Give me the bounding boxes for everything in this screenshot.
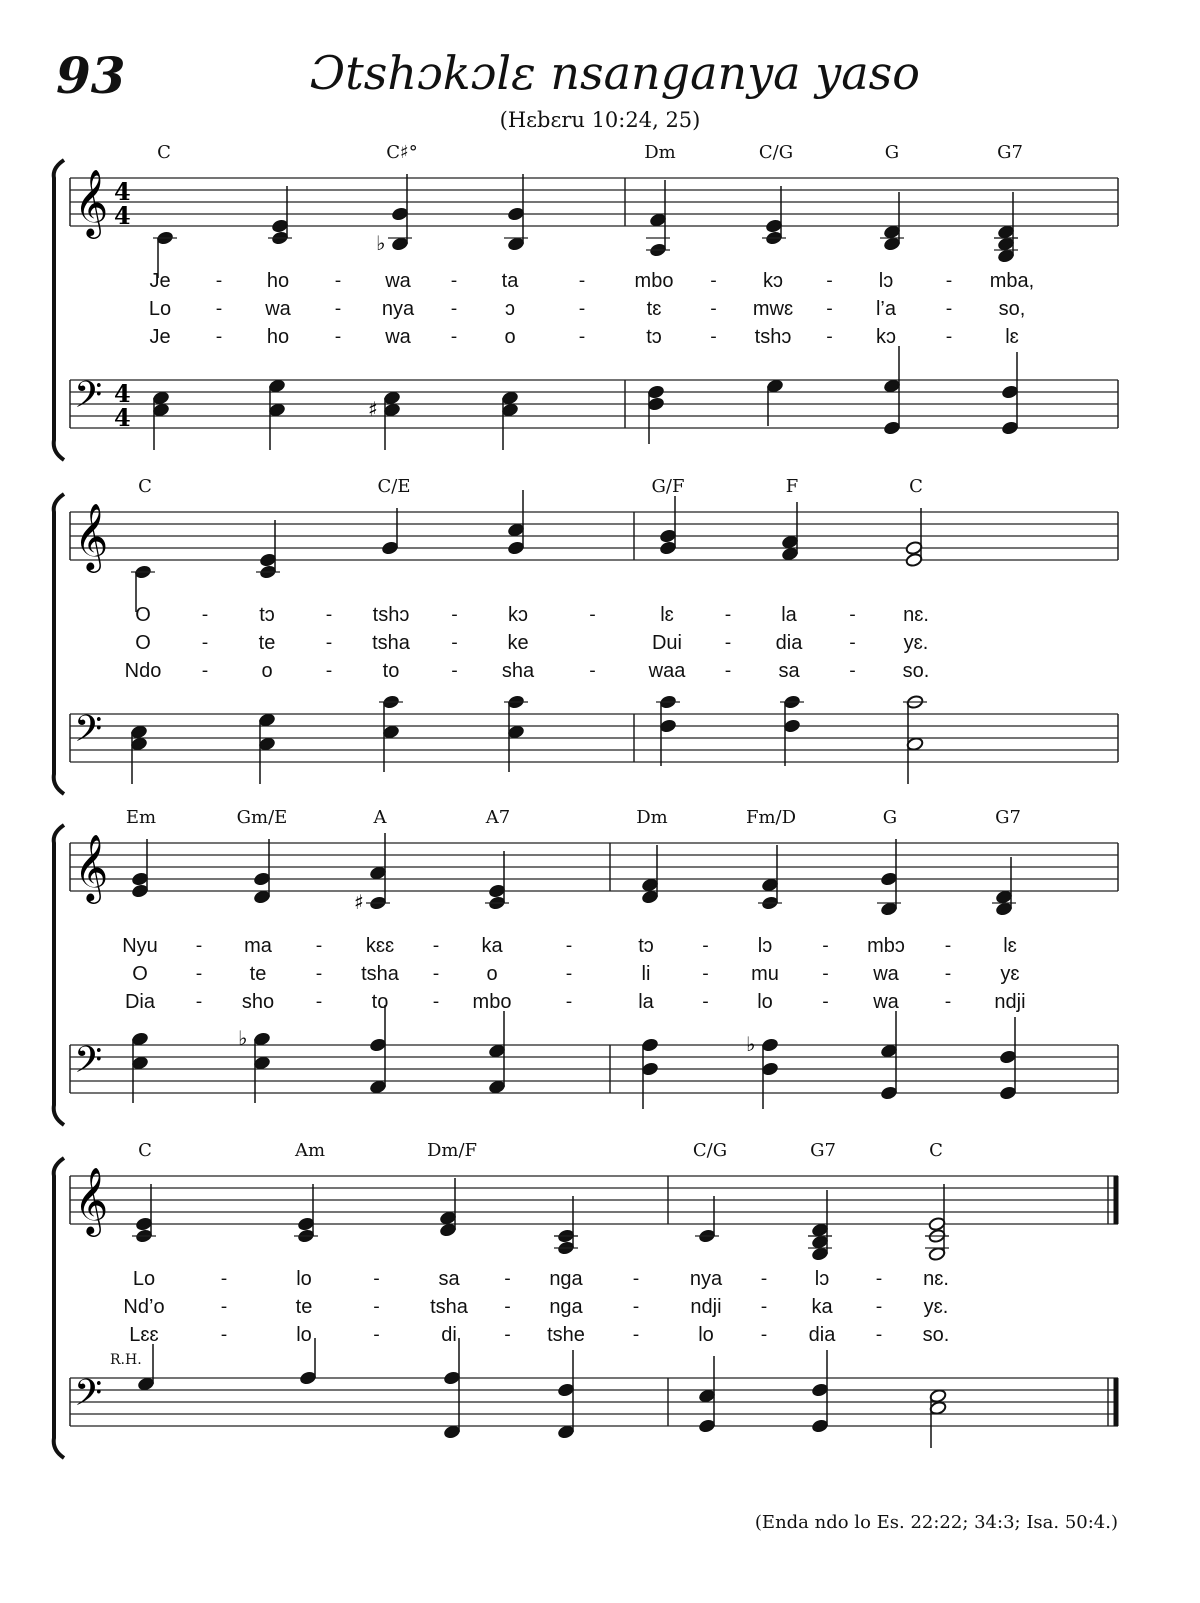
lyric-hyphen: - bbox=[826, 298, 833, 319]
lyric-syllable: lo bbox=[296, 1268, 312, 1290]
lyric-hyphen: - bbox=[945, 298, 953, 319]
lyric-syllable: Dui bbox=[651, 632, 683, 654]
lyric-syllable: so, bbox=[998, 298, 1026, 320]
lyric-syllable: o bbox=[504, 326, 516, 348]
chord-symbol: C bbox=[138, 476, 152, 497]
lyric-syllable: nɛ. bbox=[923, 1268, 949, 1290]
lyric-syllable: nya bbox=[689, 1268, 723, 1290]
chord-symbol: C♯° bbox=[386, 142, 418, 163]
lyric-hyphen: - bbox=[373, 1324, 380, 1345]
system-bracket bbox=[54, 1158, 64, 1458]
lyric-hyphen: - bbox=[334, 298, 342, 319]
lyric-hyphen: - bbox=[822, 935, 829, 956]
note-head bbox=[439, 1211, 457, 1226]
note-head bbox=[297, 1217, 315, 1232]
lyric-syllable: O bbox=[135, 632, 151, 654]
lyric-syllable: yɛ. bbox=[903, 632, 929, 654]
treble-clef-icon: 𝄞 bbox=[74, 502, 109, 570]
lyric-hyphen: - bbox=[822, 991, 829, 1012]
lyric-syllable: tsha bbox=[361, 963, 399, 985]
lyric-syllable: sha bbox=[501, 660, 535, 682]
note-head bbox=[811, 1235, 829, 1250]
lyric-hyphen: - bbox=[432, 963, 440, 984]
lyric-hyphen: - bbox=[702, 963, 709, 984]
note-head bbox=[299, 1371, 317, 1386]
scripture-reference: (Hɛbɛru 10:24, 25) bbox=[499, 108, 701, 132]
lyric-syllable: nya bbox=[381, 298, 415, 320]
lyric-syllable: yɛ. bbox=[923, 1296, 949, 1318]
lyric-hyphen: - bbox=[195, 935, 203, 956]
lyric-hyphen: - bbox=[565, 991, 573, 1012]
lyric-syllable: so. bbox=[902, 660, 930, 682]
sharp-icon: ♯ bbox=[368, 397, 378, 421]
lyric-hyphen: - bbox=[849, 632, 856, 653]
lyric-syllable: to bbox=[382, 660, 400, 682]
lyric-hyphen: - bbox=[760, 1324, 768, 1345]
lyric-hyphen: - bbox=[944, 991, 952, 1012]
lyric-syllable: so. bbox=[922, 1324, 950, 1346]
lyric-hyphen: - bbox=[826, 270, 833, 291]
bass-clef-icon: 𝄢 bbox=[74, 1372, 103, 1423]
chord-symbol: C/E bbox=[377, 476, 411, 497]
lyric-hyphen: - bbox=[826, 326, 833, 347]
lyric-syllable: mwɛ bbox=[752, 298, 794, 320]
lyric-syllable: te bbox=[258, 632, 276, 654]
chord-symbol: C bbox=[929, 1140, 943, 1161]
treble-clef-icon: 𝄞 bbox=[74, 168, 109, 236]
note-head bbox=[928, 1247, 946, 1262]
lyric-syllable: kɔ bbox=[876, 326, 896, 348]
note-head bbox=[443, 1425, 461, 1440]
lyric-hyphen: - bbox=[201, 660, 209, 681]
lyric-syllable: kɛɛ bbox=[365, 935, 395, 957]
lyric-syllable: lɔ bbox=[757, 935, 773, 957]
lyric-syllable: wa bbox=[873, 991, 899, 1013]
lyric-syllable: li bbox=[641, 963, 651, 985]
lyric-hyphen: - bbox=[450, 298, 458, 319]
lyric-syllable: dia bbox=[775, 632, 803, 654]
time-signature-bottom: 4 bbox=[114, 403, 131, 432]
chord-symbol: Am bbox=[294, 1140, 326, 1161]
chord-symbol: G7 bbox=[810, 1140, 836, 1161]
lyric-hyphen: - bbox=[589, 660, 596, 681]
lyric-syllable: Nd’o bbox=[123, 1296, 165, 1318]
lyric-syllable: mbɔ bbox=[867, 935, 905, 957]
chord-symbol: Dm bbox=[636, 807, 668, 828]
lyric-hyphen: - bbox=[710, 326, 717, 347]
lyric-syllable: ka bbox=[481, 935, 503, 957]
chord-symbol: G7 bbox=[997, 142, 1023, 163]
lyric-hyphen: - bbox=[702, 991, 709, 1012]
note-head bbox=[811, 1247, 829, 1262]
lyric-hyphen: - bbox=[451, 660, 458, 681]
lyric-hyphen: - bbox=[215, 270, 223, 291]
lyric-syllable: dia bbox=[808, 1324, 836, 1346]
lyric-hyphen: - bbox=[315, 991, 323, 1012]
lyric-syllable: ho bbox=[266, 326, 290, 348]
lyric-syllable: wa bbox=[873, 963, 899, 985]
lyric-hyphen: - bbox=[195, 963, 203, 984]
lyric-syllable: la bbox=[638, 991, 654, 1013]
lyric-hyphen: - bbox=[504, 1324, 511, 1345]
lyric-hyphen: - bbox=[215, 298, 223, 319]
treble-clef-icon: 𝄞 bbox=[74, 833, 109, 901]
bass-clef-icon: 𝄢 bbox=[74, 1039, 103, 1090]
lyric-syllable: ta bbox=[501, 270, 519, 292]
lyric-hyphen: - bbox=[849, 604, 856, 625]
lyric-hyphen: - bbox=[215, 326, 223, 347]
lyric-hyphen: - bbox=[724, 632, 732, 653]
note-head bbox=[811, 1419, 829, 1434]
treble-clef-icon: 𝄞 bbox=[74, 1166, 109, 1234]
lyric-hyphen: - bbox=[578, 298, 586, 319]
lyric-hyphen: - bbox=[944, 935, 952, 956]
lyric-syllable: lɛ bbox=[660, 604, 674, 626]
lyric-syllable: lɔ bbox=[814, 1268, 830, 1290]
lyric-hyphen: - bbox=[565, 935, 573, 956]
chord-symbol: C bbox=[138, 1140, 152, 1161]
chord-symbol: C/G bbox=[692, 1140, 728, 1161]
lyric-syllable: Lo bbox=[148, 298, 172, 320]
lyric-syllable: o bbox=[486, 963, 498, 985]
lyric-syllable: nga bbox=[549, 1296, 583, 1318]
lyric-hyphen: - bbox=[201, 632, 209, 653]
lyric-hyphen: - bbox=[945, 326, 953, 347]
lyric-syllable: ndji bbox=[994, 991, 1026, 1013]
lyric-hyphen: - bbox=[325, 604, 333, 625]
lyric-hyphen: - bbox=[432, 935, 440, 956]
chord-symbol: Dm/F bbox=[426, 1140, 478, 1161]
lyric-hyphen: - bbox=[450, 326, 458, 347]
lyric-syllable: tsha bbox=[372, 632, 410, 654]
lyric-syllable: ndji bbox=[690, 1296, 722, 1318]
bass-clef-icon: 𝄢 bbox=[74, 708, 103, 759]
chord-symbol: Em bbox=[125, 807, 157, 828]
lyric-hyphen: - bbox=[373, 1296, 380, 1317]
lyric-syllable: ma bbox=[244, 935, 272, 957]
lyric-syllable: di bbox=[441, 1324, 457, 1346]
chord-symbol: Dm bbox=[644, 142, 676, 163]
right-hand-marking: R.H. bbox=[110, 1352, 142, 1368]
lyric-syllable: mbo bbox=[472, 991, 512, 1013]
lyric-syllable: Nyu bbox=[122, 935, 158, 957]
time-signature-top: 4 bbox=[114, 177, 131, 206]
lyric-hyphen: - bbox=[849, 660, 856, 681]
lyric-hyphen: - bbox=[710, 270, 717, 291]
lyric-syllable: tshe bbox=[547, 1324, 585, 1346]
lyric-syllable: yɛ bbox=[1000, 963, 1020, 985]
chord-symbol: G bbox=[884, 142, 900, 163]
note-head bbox=[443, 1371, 461, 1386]
note-head bbox=[928, 1217, 946, 1232]
lyric-syllable: kɔ bbox=[763, 270, 783, 292]
lyric-syllable: tɔ bbox=[259, 604, 275, 626]
lyric-syllable: mbo bbox=[634, 270, 674, 292]
lyric-hyphen: - bbox=[589, 604, 596, 625]
flat-icon: ♭ bbox=[746, 1032, 756, 1056]
lyric-syllable: tɔ bbox=[638, 935, 654, 957]
lyric-syllable: Lo bbox=[132, 1268, 156, 1290]
lyric-syllable: ke bbox=[507, 632, 529, 654]
lyric-syllable: lo bbox=[757, 991, 773, 1013]
note-head bbox=[137, 1377, 155, 1392]
lyric-syllable: Je bbox=[149, 326, 171, 348]
lyric-hyphen: - bbox=[632, 1296, 640, 1317]
lyric-hyphen: - bbox=[724, 660, 732, 681]
lyric-syllable: mba, bbox=[989, 270, 1035, 292]
lyric-hyphen: - bbox=[315, 935, 323, 956]
lyric-hyphen: - bbox=[760, 1268, 768, 1289]
lyric-hyphen: - bbox=[315, 963, 323, 984]
lyric-syllable: nga bbox=[549, 1268, 583, 1290]
note-head bbox=[929, 1389, 947, 1404]
lyric-hyphen: - bbox=[724, 604, 732, 625]
bass-clef-icon: 𝄢 bbox=[74, 374, 103, 425]
note-head bbox=[557, 1425, 575, 1440]
lyric-hyphen: - bbox=[632, 1324, 640, 1345]
lyric-syllable: te bbox=[295, 1296, 313, 1318]
chord-symbol: Fm/D bbox=[745, 807, 797, 828]
lyric-syllable: nɛ. bbox=[903, 604, 929, 626]
note-head bbox=[811, 1223, 829, 1238]
lyric-hyphen: - bbox=[822, 963, 829, 984]
lyric-syllable: kɔ bbox=[508, 604, 528, 626]
lyric-syllable: tshɔ bbox=[754, 326, 792, 348]
lyric-hyphen: - bbox=[334, 270, 342, 291]
lyric-syllable: O bbox=[132, 963, 148, 985]
lyric-hyphen: - bbox=[710, 298, 717, 319]
lyric-syllable: l’a bbox=[875, 298, 897, 320]
lyric-hyphen: - bbox=[702, 935, 709, 956]
time-signature-bottom: 4 bbox=[114, 201, 131, 230]
lyric-hyphen: - bbox=[875, 1296, 883, 1317]
flat-icon: ♭ bbox=[376, 231, 386, 255]
lyric-hyphen: - bbox=[325, 632, 333, 653]
lyric-syllable: Lɛɛ bbox=[129, 1324, 159, 1346]
lyric-hyphen: - bbox=[875, 1324, 883, 1345]
lyric-hyphen: - bbox=[220, 1296, 228, 1317]
lyric-syllable: sa bbox=[438, 1268, 460, 1290]
lyric-syllable: Ndo bbox=[124, 660, 162, 682]
time-signature-top: 4 bbox=[114, 379, 131, 408]
lyric-syllable: tshɔ bbox=[372, 604, 410, 626]
chord-symbol: Gm/E bbox=[236, 807, 288, 828]
chord-symbol: F bbox=[785, 476, 799, 497]
lyric-hyphen: - bbox=[578, 270, 586, 291]
lyric-syllable: wa bbox=[265, 298, 291, 320]
lyric-hyphen: - bbox=[450, 270, 458, 291]
lyric-hyphen: - bbox=[578, 326, 586, 347]
lyric-hyphen: - bbox=[220, 1268, 228, 1289]
lyric-syllable: mu bbox=[751, 963, 779, 985]
flat-icon: ♭ bbox=[238, 1026, 248, 1050]
lyric-hyphen: - bbox=[945, 270, 953, 291]
lyric-syllable: ka bbox=[811, 1296, 833, 1318]
lyric-syllable: wa bbox=[385, 270, 411, 292]
lyric-syllable: ɔ bbox=[505, 298, 515, 320]
hymn-number: 93 bbox=[56, 46, 126, 105]
lyric-syllable: lo bbox=[296, 1324, 312, 1346]
chord-symbol: A7 bbox=[485, 807, 511, 828]
lyric-syllable: sho bbox=[241, 991, 275, 1013]
lyric-syllable: Dia bbox=[124, 991, 156, 1013]
lyric-syllable: la bbox=[781, 604, 797, 626]
lyric-syllable: lɔ bbox=[878, 270, 894, 292]
lyric-hyphen: - bbox=[195, 991, 203, 1012]
lyric-syllable: O bbox=[135, 604, 151, 626]
lyric-hyphen: - bbox=[875, 1268, 883, 1289]
lyric-syllable: tɛ bbox=[646, 298, 662, 320]
lyric-hyphen: - bbox=[565, 963, 573, 984]
note-head bbox=[439, 1223, 457, 1238]
chord-symbol: C/G bbox=[758, 142, 794, 163]
chord-symbol: G7 bbox=[995, 807, 1021, 828]
lyric-syllable: sa bbox=[778, 660, 800, 682]
chord-symbol: A bbox=[373, 807, 387, 828]
chord-symbol: G/F bbox=[651, 476, 685, 497]
sharp-icon: ♯ bbox=[354, 890, 364, 914]
lyric-syllable: waa bbox=[648, 660, 686, 682]
note-head bbox=[811, 1383, 829, 1398]
lyric-hyphen: - bbox=[632, 1268, 640, 1289]
lyric-hyphen: - bbox=[760, 1296, 768, 1317]
lyric-syllable: o bbox=[261, 660, 273, 682]
lyric-hyphen: - bbox=[220, 1324, 228, 1345]
lyric-syllable: lo bbox=[698, 1324, 714, 1346]
lyric-hyphen: - bbox=[432, 991, 440, 1012]
note-head bbox=[698, 1389, 716, 1404]
lyric-syllable: to bbox=[371, 991, 389, 1013]
lyric-syllable: tɔ bbox=[646, 326, 662, 348]
lyric-syllable: te bbox=[249, 963, 267, 985]
note-head bbox=[698, 1419, 716, 1434]
note-head bbox=[557, 1383, 575, 1398]
lyric-syllable: Je bbox=[149, 270, 171, 292]
lyric-hyphen: - bbox=[334, 326, 342, 347]
lyric-syllable: lɛ bbox=[1003, 935, 1017, 957]
lyric-hyphen: - bbox=[504, 1296, 511, 1317]
note-head bbox=[929, 1401, 947, 1416]
lyric-hyphen: - bbox=[944, 963, 952, 984]
lyric-syllable: tsha bbox=[430, 1296, 468, 1318]
lyric-syllable: wa bbox=[385, 326, 411, 348]
lyric-hyphen: - bbox=[451, 604, 458, 625]
footnote: (Enda ndo lo Es. 22:22; 34:3; Isa. 50:4.) bbox=[754, 1512, 1118, 1533]
lyric-syllable: ho bbox=[266, 270, 290, 292]
lyric-hyphen: - bbox=[325, 660, 333, 681]
lyric-hyphen: - bbox=[373, 1268, 380, 1289]
hymn-title-text: Ɔtshɔkɔlɛ nsanganya yaso bbox=[310, 46, 920, 100]
chord-symbol: G bbox=[882, 807, 898, 828]
chord-symbol: C bbox=[909, 476, 923, 497]
lyric-hyphen: - bbox=[504, 1268, 511, 1289]
lyric-syllable: lɛ bbox=[1005, 326, 1019, 348]
lyric-hyphen: - bbox=[451, 632, 458, 653]
lyric-hyphen: - bbox=[201, 604, 209, 625]
chord-symbol: C bbox=[157, 142, 171, 163]
note-head bbox=[135, 1217, 153, 1232]
